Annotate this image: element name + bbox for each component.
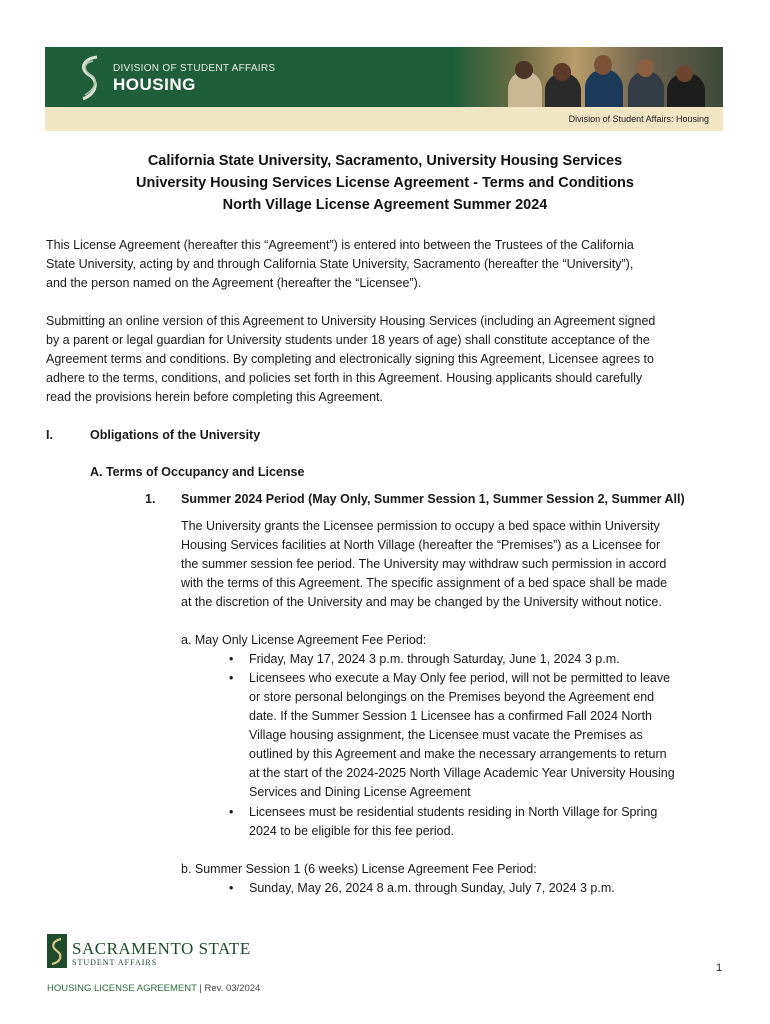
banner-photo xyxy=(453,47,723,107)
bullet-text: at the start of the 2024-2025 North Village Academic Year University Housing xyxy=(249,766,675,780)
item-body-line: with the terms of this Agreement. The specific assignment of a bed space shall be made xyxy=(181,576,668,590)
housing-logo-icon xyxy=(75,53,105,103)
bullet-icon: • xyxy=(229,671,234,685)
bullet-icon: • xyxy=(229,805,234,819)
header-banner xyxy=(45,47,723,107)
item-body-line: at the discretion of the University and may be changed by the University without notice. xyxy=(181,595,662,609)
item-heading: Summer 2024 Period (May Only, Summer Session 1, Summer Session 2, Summer All) xyxy=(181,492,685,506)
bullet-icon: • xyxy=(229,652,234,666)
item-number: 1. xyxy=(145,492,156,506)
section-numeral: I. xyxy=(46,428,53,442)
item-body-line: the summer session fee period. The University may withdraw such permission in accord xyxy=(181,557,667,571)
bullet-text: Licensees who execute a May Only fee period, will not be permitted to leave xyxy=(249,671,671,685)
bullet-text: Services and Dining License Agreement xyxy=(249,785,471,799)
bullet-text: Friday, May 17, 2024 3 p.m. through Saturday, June 1, 2024 3 p.m. xyxy=(249,652,620,666)
submitting-line: Agreement terms and conditions. By completing and electronically signing this Agreement, Licensee agrees to xyxy=(46,352,654,366)
bullet-text: Licensees must be residential students residing in North Village for Spring xyxy=(249,805,658,819)
subsection-a-heading: A. Terms of Occupancy and License xyxy=(90,465,305,479)
item-body-line: The University grants the Licensee permission to occupy a bed space within University xyxy=(181,519,660,533)
item-body-line: Housing Services facilities at North Village (hereafter the “Premises”) as a Licensee for xyxy=(181,538,661,552)
submitting-line: Submitting an online version of this Agreement to University Housing Services (including an Agreement signed xyxy=(46,314,656,328)
bullet-icon: • xyxy=(229,881,234,895)
title-line-3: North Village License Agreement Summer 2024 xyxy=(222,197,548,213)
submitting-line: by a parent or legal guardian for University students under 18 years of age) shall constitute acceptance of the xyxy=(46,333,650,347)
sac-state-logo-icon xyxy=(46,933,68,969)
section-heading: Obligations of the University xyxy=(90,428,261,442)
submitting-line: read the provisions herein before completing this Agreement. xyxy=(46,390,383,404)
bullet-text: 2024 to be eligible for this fee period. xyxy=(249,824,454,838)
footer-logo-title: SACRAMENTO STATE xyxy=(72,939,251,958)
intro-line: This License Agreement (hereafter this “Agreement”) is entered into between the Trustees of the California xyxy=(46,238,634,252)
sub-b-label: b. Summer Session 1 (6 weeks) License Agreement Fee Period: xyxy=(181,862,537,876)
bullet-text: date. If the Summer Session 1 Licensee has a confirmed Fall 2024 North xyxy=(249,709,652,723)
footer-doc-name: HOUSING LICENSE AGREEMENT xyxy=(47,983,197,994)
sub-a-label: a. May Only License Agreement Fee Period: xyxy=(181,633,427,647)
title-line-2: University Housing Services License Agreement - Terms and Conditions xyxy=(136,175,634,191)
footer-logo-subtitle: STUDENT AFFAIRS xyxy=(72,958,158,967)
title-line-1: California State University, Sacramento, University Housing Services xyxy=(147,153,623,169)
bullet-text: or store personal belongings on the Premises beyond the Agreement end xyxy=(249,690,655,704)
bullet-text: Sunday, May 26, 2024 8 a.m. through Sunday, July 7, 2024 3 p.m. xyxy=(249,881,615,895)
header-strip xyxy=(45,107,723,131)
bullet-text: Village housing assignment, the Licensee must vacate the Premises as xyxy=(249,728,643,742)
intro-line: State University, acting by and through California State University, Sacramento (hereafter the “University”), xyxy=(46,257,634,271)
bullet-text: outlined by this Agreement and make the necessary arrangements to return xyxy=(249,747,667,761)
footer-separator: | xyxy=(199,983,202,994)
footer-revision: Rev. 03/2024 xyxy=(204,983,261,994)
intro-line: and the person named on the Agreement (hereafter the “Licensee”). xyxy=(46,276,422,290)
footer-text xyxy=(47,983,260,994)
logo-division-text: DIVISION OF STUDENT AFFAIRS xyxy=(113,63,276,74)
page-number: 1 xyxy=(716,962,723,974)
strip-text: Division of Student Affairs: Housing xyxy=(568,114,709,124)
logo-housing-text: HOUSING xyxy=(113,75,196,94)
submitting-line: adhere to the terms, conditions, and policies set forth in this Agreement. Housing applicants should carefully xyxy=(46,371,643,385)
